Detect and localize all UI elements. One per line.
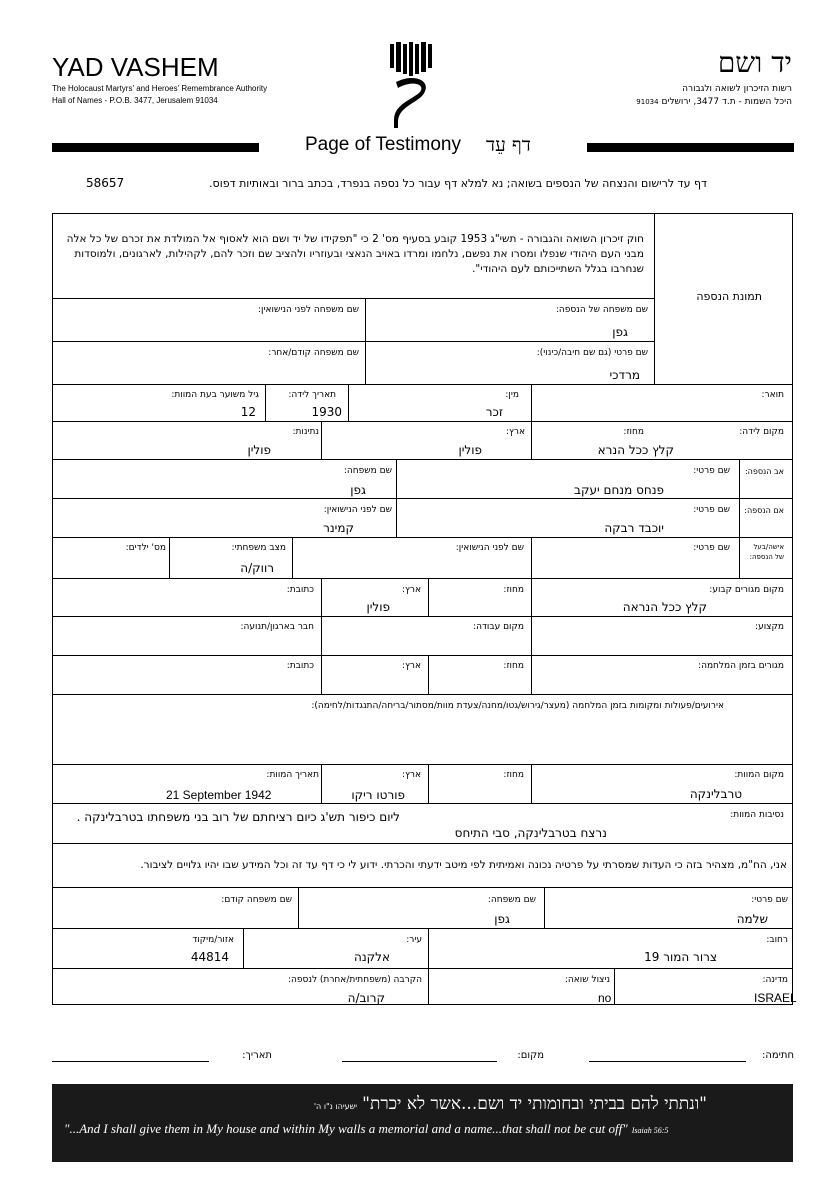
nationality-field[interactable]: פולין <box>247 443 271 457</box>
city-field[interactable]: אלקנה <box>354 950 390 964</box>
victim-maiden-label: שם משפחה לפני הנישואין: <box>258 305 359 315</box>
address-he-line <box>636 97 792 107</box>
children-label: מס' ילדים: <box>125 543 166 553</box>
birthplace-field[interactable]: קלץ ככל הנרא <box>597 443 674 457</box>
authority-he: רשות הזיכרון לשואה ולגבורה <box>682 84 792 94</box>
victim-first-label: שם פרטי (גם שם חיבה/כינוי): <box>536 348 648 358</box>
zip-he: 91034 <box>636 98 659 106</box>
title-bar-right <box>587 143 794 152</box>
marital-status-field[interactable]: רווק/ה <box>240 561 274 575</box>
signature-label: חתימה: <box>761 1050 794 1061</box>
footer-quote-en: "...And I shall give them in My house and within My walls a memorial and a name...that shall not be cut off" <box>64 1121 628 1136</box>
zip-label: אזור/מיקוד <box>192 935 234 945</box>
survivor-label: ניצול שואה: <box>564 975 610 985</box>
death-place-label: מקום המוות: <box>734 770 784 780</box>
date-line[interactable] <box>52 1061 209 1062</box>
footer-banner <box>52 1084 793 1162</box>
page-title-he: דף עֵד <box>486 134 531 156</box>
death-circumstances-line2[interactable]: נרצח בטרבלינקה, סבי התיחס <box>454 826 607 840</box>
mother-role-label: אם הנספה: <box>744 506 784 515</box>
birthplace-label: מקום לידה: <box>739 427 784 437</box>
victim-gender-field[interactable]: זכר <box>485 405 503 419</box>
submitter-first-label: שם פרטי: <box>751 895 788 905</box>
victim-prev-label: שם משפחה קודם/אחר: <box>268 348 359 358</box>
residence-country-label: ארץ: <box>402 585 421 595</box>
victim-birthdate-field[interactable]: 1930 <box>311 405 342 419</box>
mother-first-field[interactable]: יוכבד רבקה <box>604 521 664 535</box>
spouse-role-label-1: אישה/בעל <box>753 543 784 551</box>
relation-label: הקרבה (משפחתית/אחרת) לנספה: <box>287 975 422 985</box>
law-text: חוק זיכרון השואה והגבורה - תשי"ג 1953 קובע בסעיף מס' 2 כי "תפקידו של יד ושם הוא לאסוף אל המולדת את זכרם של כל אלה מבני העם היהודי שנפלו ומסרו את נפשם, נלחמו ומרדו באויב הנאצי ובעוזריו ולהציב שם וזכר להם, לקהילות, לארגונים, ולמוסדות שנחרבו בגלל השתייכותם לעם היהודי". <box>66 233 644 275</box>
org-name-he: יד ושם <box>717 46 792 79</box>
submitter-prev-label: שם משפחה קודם: <box>221 895 292 905</box>
mother-first-label: שם פרטי: <box>693 505 730 515</box>
spouse-maiden-label: שם לפני הנישואין: <box>455 543 524 553</box>
residence-label: מקום מגורים קבוע: <box>709 585 784 595</box>
footer-ref-en: Isaiah 56:5 <box>631 1126 669 1135</box>
victim-age-field[interactable]: 12 <box>240 405 256 419</box>
victim-age-label: גיל משוער בעת המוות: <box>171 390 259 400</box>
residence-address-label: כתובת: <box>286 585 314 595</box>
submitter-surname-label: שם משפחה: <box>487 895 536 905</box>
death-district-label: מחוז: <box>503 770 524 780</box>
photo-label: תמונת הנספה <box>696 290 762 303</box>
relation-field[interactable]: קרוב/ה <box>347 991 385 1005</box>
photo-placeholder[interactable] <box>655 214 792 383</box>
footer-quote-en-line <box>64 1120 668 1138</box>
page-title-en: Page of Testimony <box>305 134 461 155</box>
instructions: דף עד לרישום והנצחה של הנספים בשואה; נא למלא דף עבור כל נספה בנפרד, בכתב ברור ובאותיות דפוס. <box>209 177 707 190</box>
spouse-role-label-2: של הנספה: <box>749 553 784 561</box>
father-surname-label: שם משפחה: <box>343 466 392 476</box>
victim-gender-label: מין: <box>505 390 519 400</box>
address-he: היכל השמות - ת.ד 3477, ירושלים <box>661 97 792 107</box>
victim-surname-label: שם משפחה של הנספה: <box>555 305 648 315</box>
victim-birthdate-label: תאריך לידה: <box>288 390 336 400</box>
city-label: עיר: <box>406 935 422 945</box>
footer-quote-he: "ונתתי להם בביתי ובחומותי יד ושם...אשר לא יכרת" <box>362 1094 707 1114</box>
wartime-country-label: ארץ: <box>402 661 421 671</box>
place-line[interactable] <box>342 1061 497 1062</box>
workplace-label: מקום עבודה: <box>473 622 524 632</box>
submitter-surname-field[interactable]: גפן <box>494 912 510 926</box>
footer-quote-he-line <box>314 1094 707 1114</box>
address-en: Hall of Names - P.O.B. 3477, Jerusalem 91034 <box>52 96 218 105</box>
title-bar-left <box>52 143 259 152</box>
form-number: 58657 <box>86 176 125 190</box>
birth-district-label: מחוז: <box>623 427 644 437</box>
submitter-first-field[interactable]: שלמה <box>736 912 768 926</box>
wartime-residence-label: מגורים בזמן המלחמה: <box>698 661 784 671</box>
events-field[interactable] <box>53 714 792 763</box>
org-name-en: YAD VASHEM <box>52 52 219 82</box>
spouse-first-label: שם פרטי: <box>693 543 730 553</box>
organization-label: חבר בארגון/תנועה: <box>240 622 314 632</box>
victim-surname-field[interactable]: גפן <box>612 325 628 339</box>
nationality-label: נתינות: <box>292 427 319 437</box>
residence-field[interactable]: קלץ ככל הנראה <box>622 600 707 614</box>
victim-title-label: תואר: <box>761 390 784 400</box>
declaration-text: אני, הח"מ, מצהיר בזה כי העדות שמסרתי על פרטיה נכונה ואמיתית לפי מיטב ידעתי והכרתי. ידוע לי כי דף עד זה וכל המידע שבו יהיו גלויים לציבור. <box>140 859 787 871</box>
footer-ref-he: ישעיהו נ"ו ה' <box>313 1102 358 1111</box>
street-label: רחוב: <box>766 935 788 945</box>
date-label: תאריך: <box>242 1050 272 1061</box>
signature-line[interactable] <box>589 1061 746 1062</box>
wartime-district-label: מחוז: <box>503 661 524 671</box>
birth-country-label: ארץ: <box>506 427 525 437</box>
birth-country-field[interactable]: פולין <box>458 443 482 457</box>
events-label: אירועים/פעולות ומקומות בזמן המלחמה (מעצר/גירוש/גטו/מחנה/צעדת מוות/מסתור/בריחה/התנגדות/לחימה): <box>311 701 724 711</box>
authority-en: The Holocaust Martyrs' and Heroes' Remembrance Authority <box>52 84 268 93</box>
street-field[interactable]: צרור המור 19 <box>644 950 717 964</box>
menorah-logo <box>386 42 436 130</box>
death-date-field[interactable]: 21 September 1942 <box>166 788 272 802</box>
submitter-country-field[interactable]: ISRAEL <box>754 991 797 1005</box>
residence-country-field[interactable]: פולין <box>366 600 390 614</box>
death-circumstances-line1[interactable]: ליום כיפור תש'ג כיום רציחתם של רוב בני משפחתו בטרבלינקה . <box>76 810 400 824</box>
zip-field[interactable]: 44814 <box>190 950 229 964</box>
death-place-field[interactable]: טרבלינקה <box>689 787 742 801</box>
death-country-field[interactable]: פורטו ריקו <box>351 788 405 802</box>
father-role-label: אב הנספה: <box>744 467 784 476</box>
victim-first-field[interactable]: מרדכי <box>609 368 640 382</box>
marital-status-label: מצב משפחתי: <box>231 543 286 553</box>
death-date-label: תאריך המוות: <box>266 770 319 780</box>
occupation-label: מקצוע: <box>755 622 784 632</box>
father-first-field[interactable]: פנחס מנחם יעקב <box>574 483 664 497</box>
residence-district-label: מחוז: <box>503 585 524 595</box>
death-country-label: ארץ: <box>402 770 421 780</box>
wartime-address-label: כתובת: <box>286 661 314 671</box>
survivor-field[interactable]: no <box>598 991 612 1005</box>
mother-maiden-label: שם לפני הנישואין: <box>323 505 392 515</box>
father-first-label: שם פרטי: <box>693 466 730 476</box>
place-label: מקום: <box>517 1050 544 1061</box>
submitter-country-label: מדינה: <box>762 975 788 985</box>
father-surname-field[interactable]: גפן <box>350 483 366 497</box>
mother-maiden-field[interactable]: קמינר <box>323 521 354 535</box>
death-circumstances-label: נסיבות המוות: <box>730 810 784 820</box>
